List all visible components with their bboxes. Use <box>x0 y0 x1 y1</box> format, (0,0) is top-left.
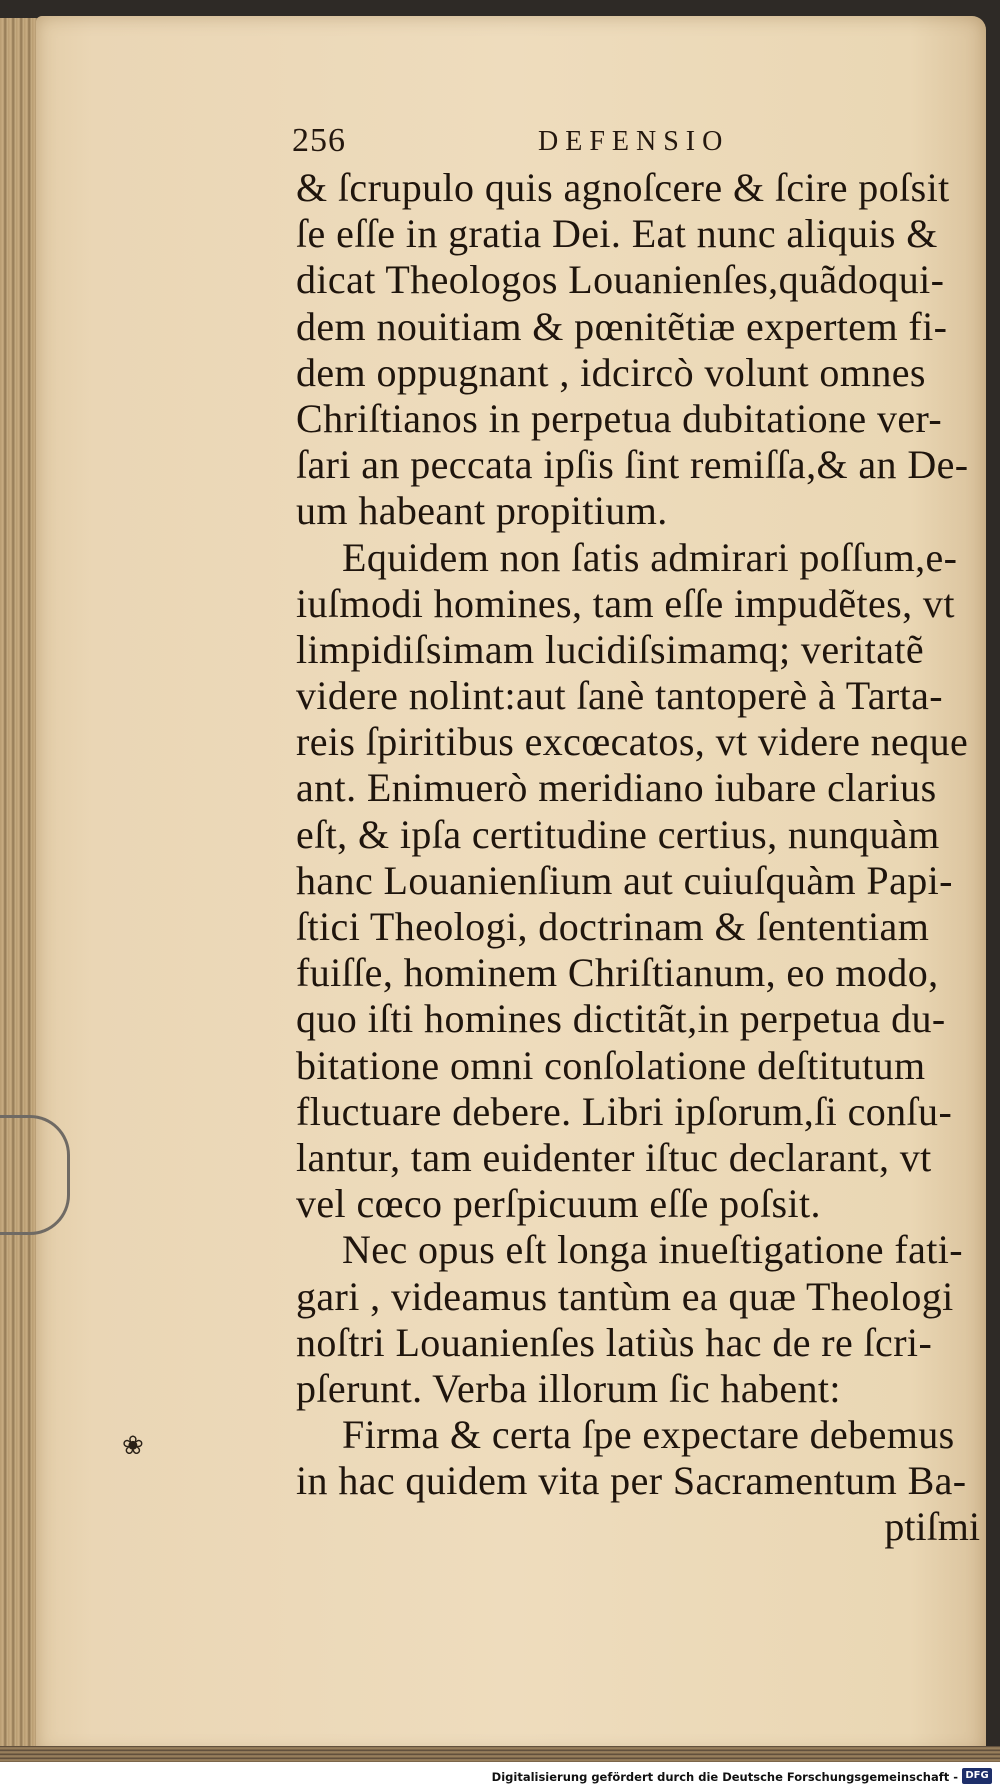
funding-credit: Digitalisierung gefördert durch die Deutsche Forschungsgemeinschaft - <box>491 1770 958 1784</box>
text-line: fuiſſe, hominem Chriſtianum, eo modo, <box>296 950 939 996</box>
text-line: hanc Louanienſium aut cuiuſquàm Papi- <box>296 857 953 903</box>
text-line: ant. Enimuerò meridiano iubare clarius <box>296 765 937 811</box>
text-line: dem oppugnant , idcircò volunt omnes <box>296 349 926 395</box>
text-line: reis ſpiritibus excœcatos, vt videre neque <box>296 719 969 765</box>
paragraph-start-line: Firma & certa ſpe expectare debemus <box>342 1412 955 1458</box>
page-number: 256 <box>292 122 346 159</box>
paragraph-start-line: Equidem non ſatis admirari poſſum,e- <box>342 534 958 580</box>
text-line: ſari an peccata ipſis ſint remiſſa,& an De- <box>296 442 969 488</box>
page-bottom-edge <box>0 1746 1000 1762</box>
text-line: ſe eſſe in gratia Dei. Eat nunc aliquis & <box>296 211 938 257</box>
text-line: lantur, tam euidenter iſtuc declarant, vt <box>296 1134 932 1180</box>
text-line: iuſmodi homines, tam eſſe impudẽtes, vt <box>296 580 955 626</box>
paragraph-start-line: Nec opus eſt longa inueſtigatione fati- <box>342 1227 963 1273</box>
text-line: Chriſtianos in perpetua dubitatione ver- <box>296 395 943 441</box>
text-line: dem nouitiam & pœnitẽtiæ expertem fi- <box>296 303 948 349</box>
text-line: eſt, & ipſa certitudine certius, nunquàm <box>296 811 940 857</box>
text-line: quo iſti homines dictitãt,in perpetua du- <box>296 996 946 1042</box>
catchword: ptiſmi <box>884 1504 980 1550</box>
running-head <box>292 122 762 162</box>
text-line: limpidiſsimam lucidiſsimamq; veritatẽ <box>296 626 925 672</box>
text-line: ſtici Theologi, doctrinam & ſententiam <box>296 904 930 949</box>
text-line: & ſcrupulo quis agnoſcere & ſcire poſsit <box>296 165 950 210</box>
text-line: videre nolint:aut ſanè tantoperè à Tarta- <box>296 673 944 719</box>
ink-blot-icon: ❀ <box>122 1431 144 1461</box>
footer-bar <box>0 1762 1000 1791</box>
text-line: gari , videamus tantùm ea quæ Theologi <box>296 1273 954 1319</box>
text-line: bitatione omni conſolatione deſtitutum <box>296 1042 926 1088</box>
body-text <box>296 165 986 1551</box>
book-clip <box>0 1115 70 1235</box>
dfg-logo-icon: DFG <box>962 1768 992 1784</box>
text-line: pſerunt. Verba illorum ſic habent: <box>296 1365 841 1411</box>
running-title: DEFENSIO <box>538 126 730 157</box>
text-line: dicat Theologos Louanienſes,quãdoqui- <box>296 257 945 303</box>
text-line: noſtri Louanienſes latiùs hac de re ſcri- <box>296 1319 933 1365</box>
text-line: vel cœco perſpicuum eſſe poſsit. <box>296 1181 821 1227</box>
text-line: in hac quidem vita per Sacramentum Ba- <box>296 1458 967 1504</box>
text-line: fluctuare debere. Libri ipſorum,ſi conſu- <box>296 1088 953 1134</box>
text-line: um habeant propitium. <box>296 488 668 534</box>
